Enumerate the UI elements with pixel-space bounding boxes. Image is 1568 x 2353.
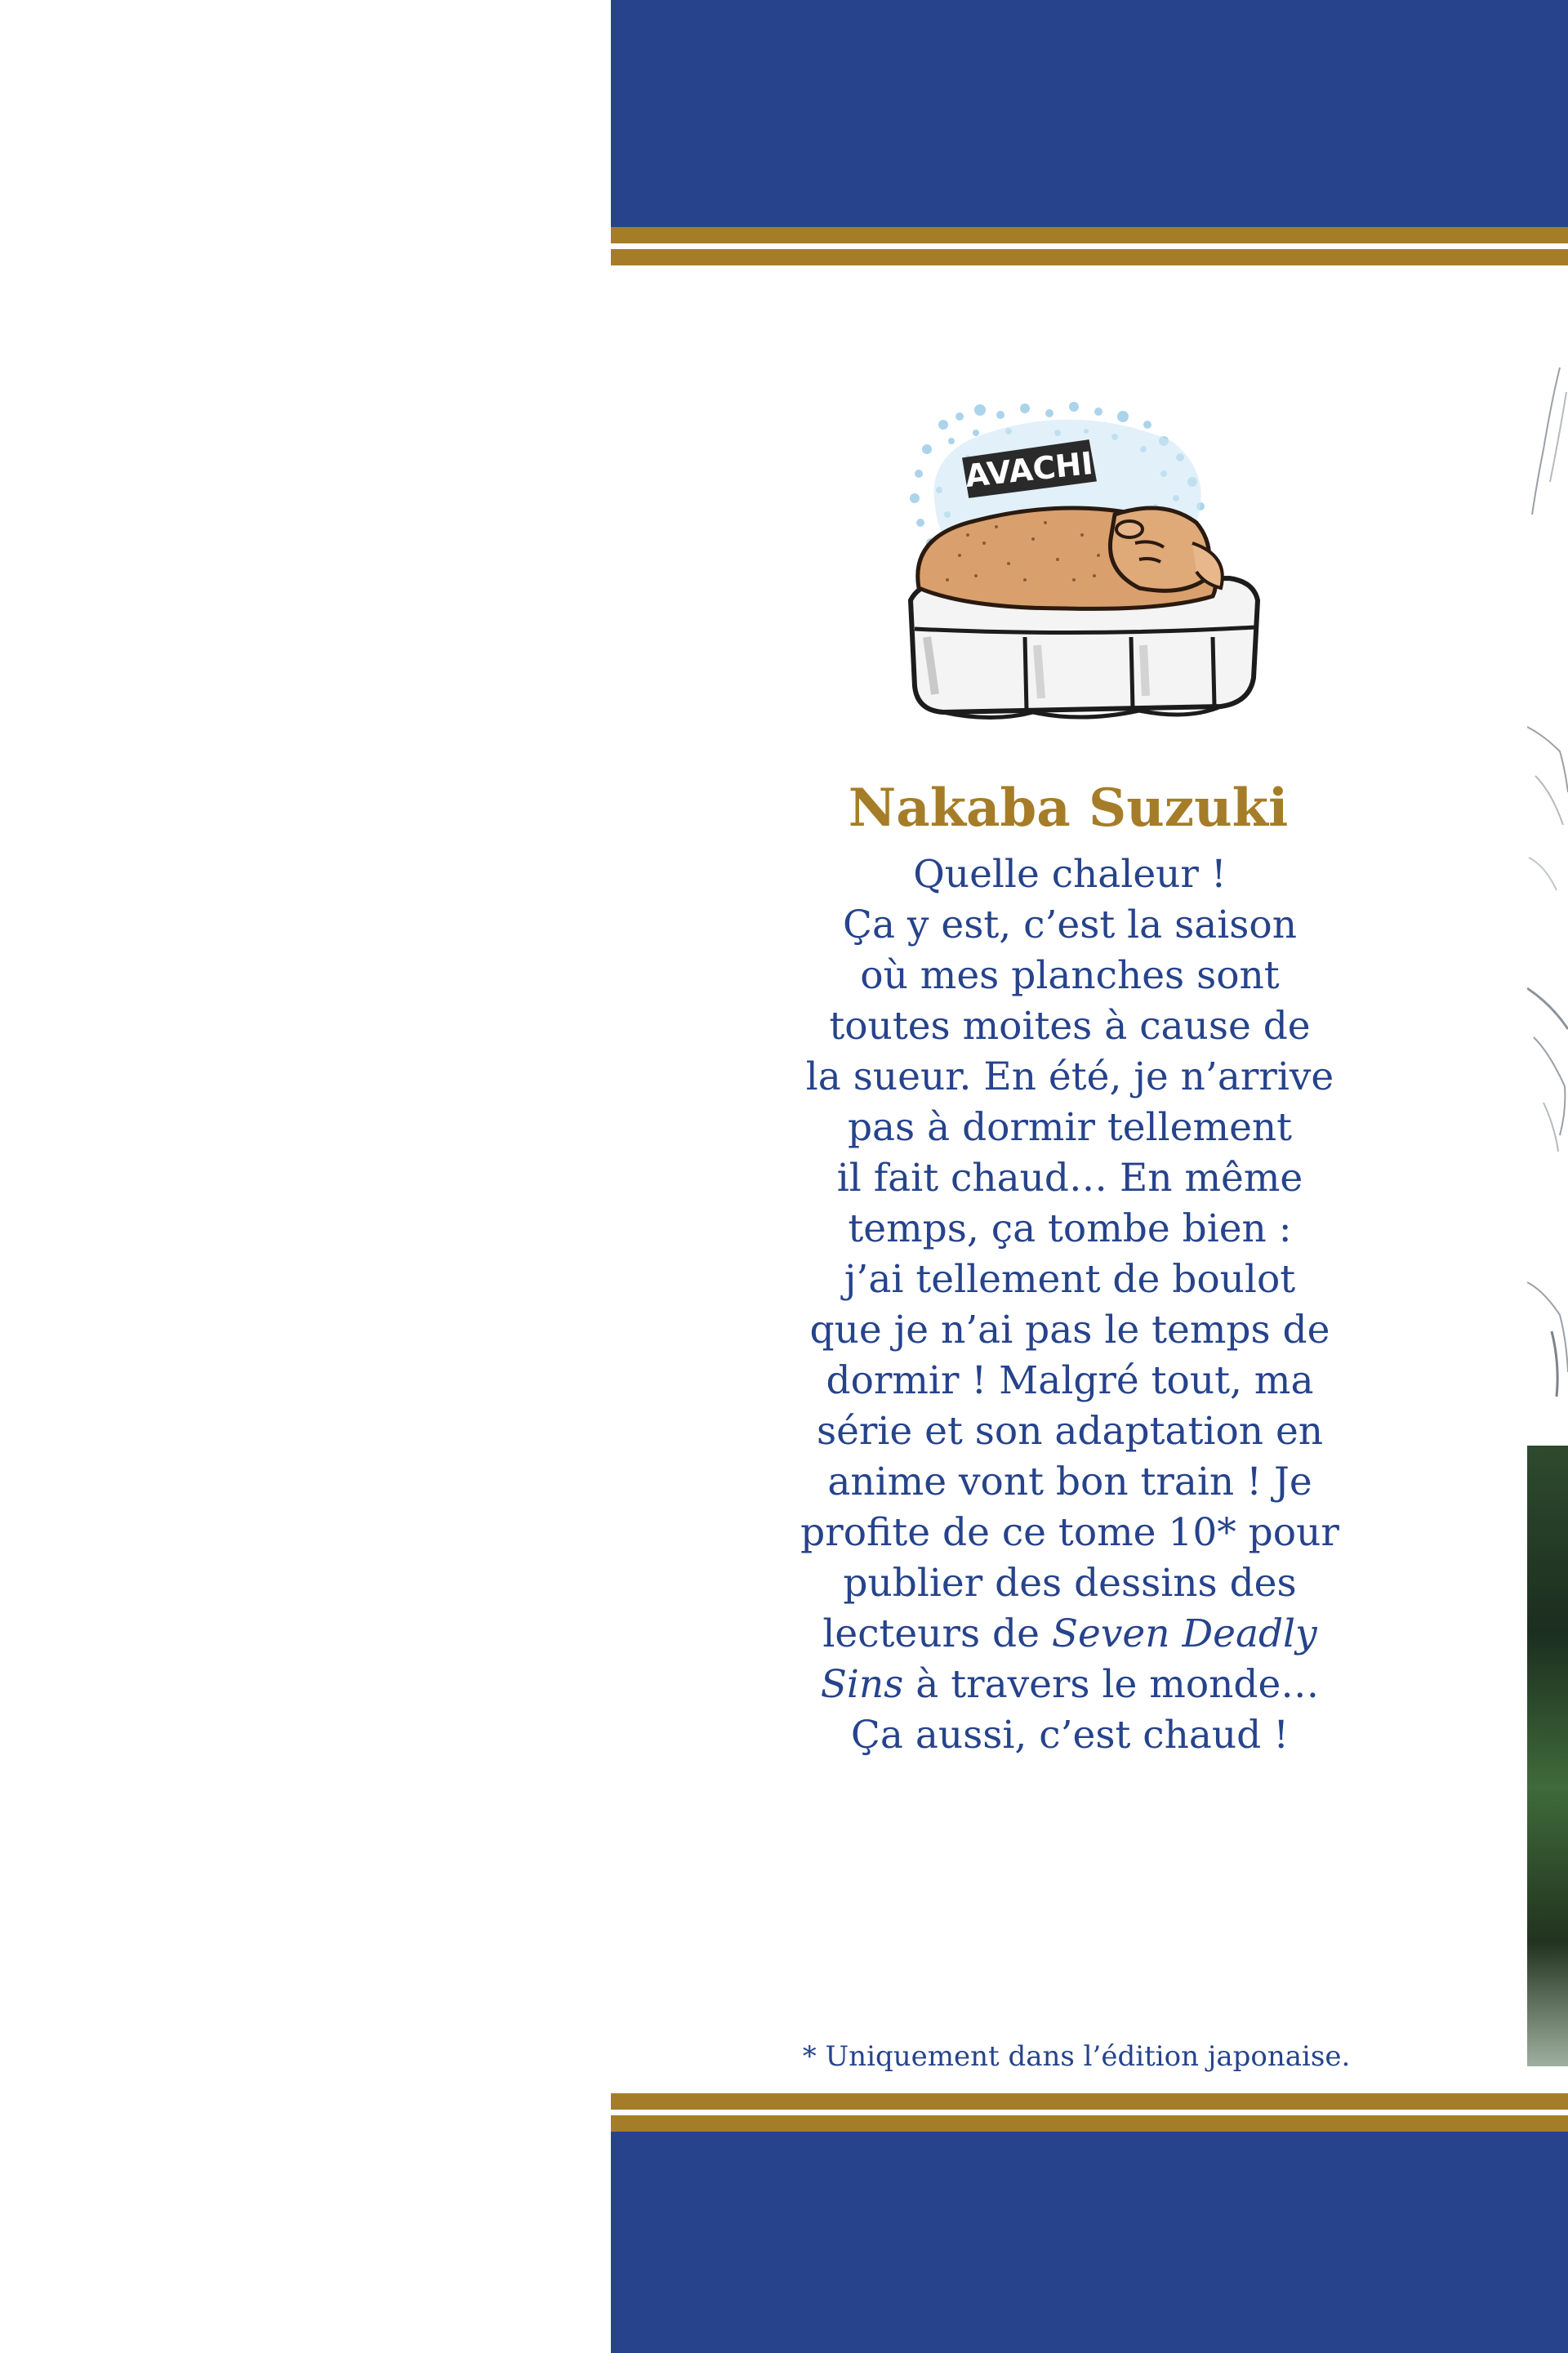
- message-line: [784, 1660, 1356, 1710]
- message-line: série et son adaptation en: [816, 1409, 1324, 1454]
- bottom-gold-stripe-1: [611, 2093, 1568, 2110]
- message-line: il fait chaud… En même: [836, 1156, 1303, 1201]
- message-line: publier des dessins des: [843, 1561, 1297, 1606]
- top-gold-stripe-1: [611, 227, 1568, 243]
- message-line: que je n’ai pas le temps de: [809, 1308, 1330, 1353]
- footnote: * Uniquement dans l’édition japonaise.: [802, 2040, 1351, 2073]
- message-line: profite de ce tome 10* pour: [800, 1510, 1339, 1555]
- sketch-lines: [1527, 270, 1568, 1413]
- author-name: Nakaba Suzuki: [848, 778, 1289, 839]
- message-line: où mes planches sont: [860, 953, 1280, 998]
- cover-art-edge: [1527, 270, 1568, 2091]
- message-line: toutes moites à cause de: [829, 1004, 1311, 1049]
- message-line: Ça aussi, c’est chaud !: [850, 1713, 1290, 1758]
- top-gold-stripe-2: [611, 249, 1568, 265]
- message-line: Quelle chaleur !: [913, 852, 1227, 897]
- message-text: lecteurs de: [822, 1611, 1052, 1656]
- series-title: Sins: [820, 1662, 904, 1707]
- top-blue-band: [611, 0, 1568, 227]
- message-text: à travers le monde…: [903, 1662, 1320, 1707]
- avachi-label: AVACHI: [963, 444, 1095, 495]
- message-line: pas à dormir tellement: [847, 1105, 1293, 1150]
- message-line: temps, ça tombe bien :: [848, 1206, 1292, 1251]
- bottom-blue-band: [611, 2132, 1568, 2353]
- author-message: [784, 849, 1356, 1761]
- message-line: anime vont bon train ! Je: [827, 1459, 1312, 1504]
- bottom-gold-stripe-2: [611, 2115, 1568, 2132]
- message-line: [784, 1609, 1356, 1660]
- message-line: dormir ! Malgré tout, ma: [826, 1358, 1314, 1403]
- colored-art-strip: [1527, 1446, 1568, 2066]
- top-stripe-gap: [611, 243, 1568, 249]
- message-line: Ça y est, c’est la saison: [843, 902, 1297, 947]
- avachi-illustration: [870, 392, 1278, 743]
- message-line: la sueur. En été, je n’arrive: [805, 1054, 1334, 1099]
- message-line: j’ai tellement de boulot: [844, 1257, 1296, 1302]
- series-title: Seven Deadly: [1051, 1611, 1317, 1656]
- avachi-creature: [918, 508, 1223, 608]
